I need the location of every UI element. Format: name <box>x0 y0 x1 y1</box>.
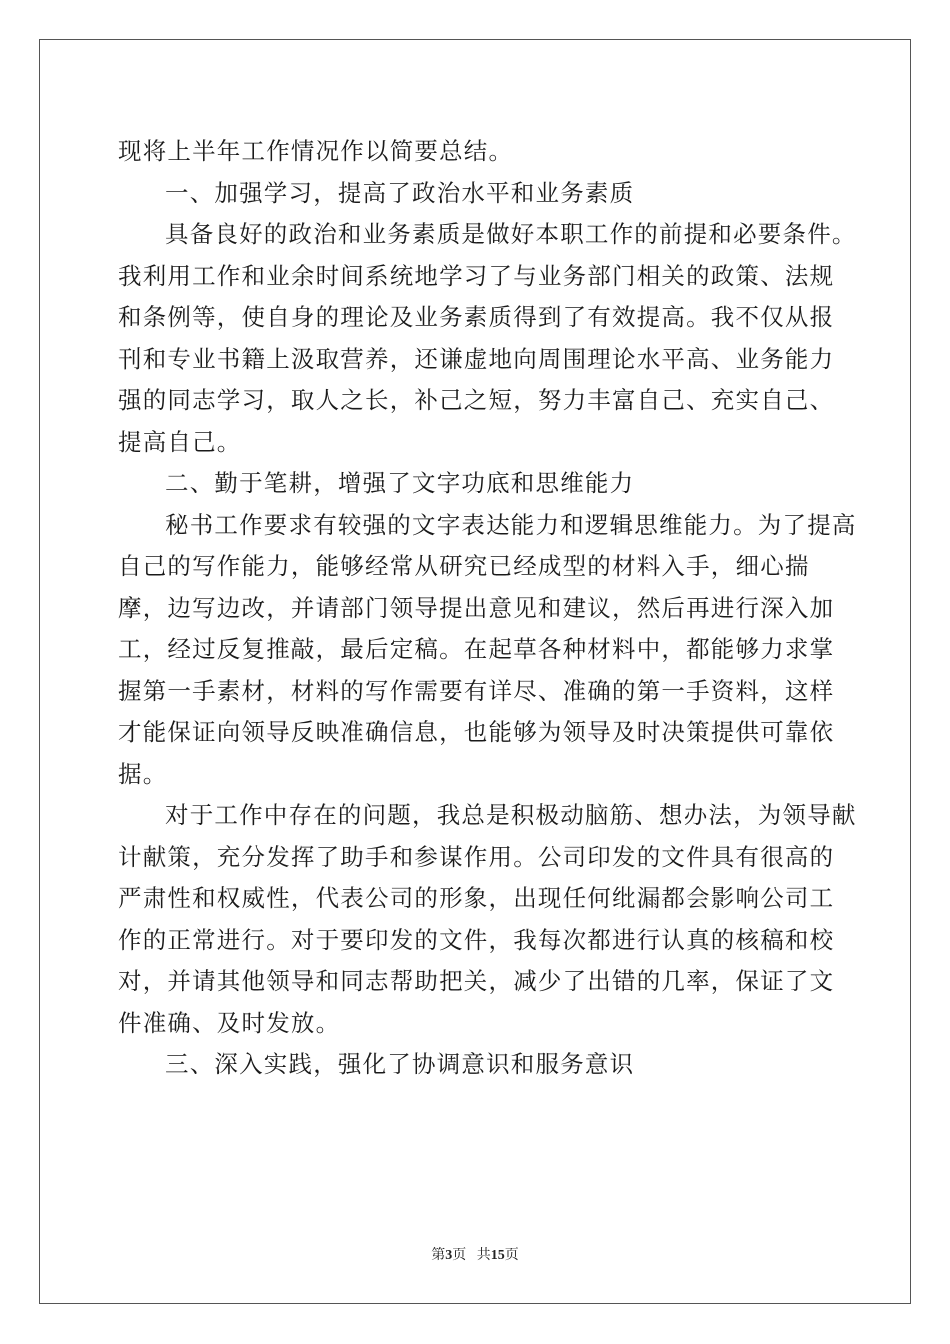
footer-total-pages: 15 <box>490 1248 505 1263</box>
paragraph-2: 具备良好的政治和业务素质是做好本职工作的前提和必要条件。我利用工作和业余时间系统地学习了与业务部门相关的政策、法规和条例等，使自身的理论及业务素质得到了有效提高。我不仅从报刊和专业书籍上汲取营养，还谦虚地向周围理论水平高、业务能力强的同志学习，取人之长，补己之短，努力丰富自己、充实自己、提高自己。 <box>118 220 857 456</box>
footer-prefix: 第 <box>431 1248 446 1263</box>
footer-gap <box>466 1248 477 1263</box>
page-footer <box>0 1244 950 1264</box>
document-body <box>118 131 858 1086</box>
paragraph-3: 秘书工作要求有较强的文字表达能力和逻辑思维能力。为了提高自己的写作能力，能够经常从研究已经成型的材料入手，细心揣摩，边写边改，并请部门领导提出意见和建议，然后再进行深入加工，经过反复推敲，最后定稿。在起草各种材料中，都能够力求掌握第一手素材，材料的写作需要有详尽、准确的第一手资料，这样才能保证向领导反映准确信息，也能够为领导及时决策提供可靠依据。 <box>118 510 857 788</box>
section-heading-3: 三、深入实践，强化了协调意识和服务意识 <box>165 1050 635 1078</box>
footer-page-suffix: 页 <box>452 1248 467 1263</box>
paragraph-4: 对于工作中存在的问题，我总是积极动脑筋、想办法，为领导献计献策，充分发挥了助手和参谋作用。公司印发的文件具有很高的严肃性和权威性，代表公司的形象，出现任何纰漏都会影响公司工作的正常进行。对于要印发的文件，我每次都进行认真的核稿和校对，并请其他领导和同志帮助把关，减少了出错的几率，保证了文件准确、及时发放。 <box>118 801 857 1037</box>
section-heading-2: 二、勤于笔耕，增强了文字功底和思维能力 <box>165 469 635 497</box>
footer-total-suffix: 页 <box>504 1248 519 1263</box>
footer-total-prefix: 共 <box>476 1248 491 1263</box>
section-heading-1: 一、加强学习，提高了政治水平和业务素质 <box>165 178 635 207</box>
paragraph-1: 现将上半年工作情况作以简要总结。 <box>118 137 514 165</box>
footer-page-number: 3 <box>445 1248 453 1263</box>
